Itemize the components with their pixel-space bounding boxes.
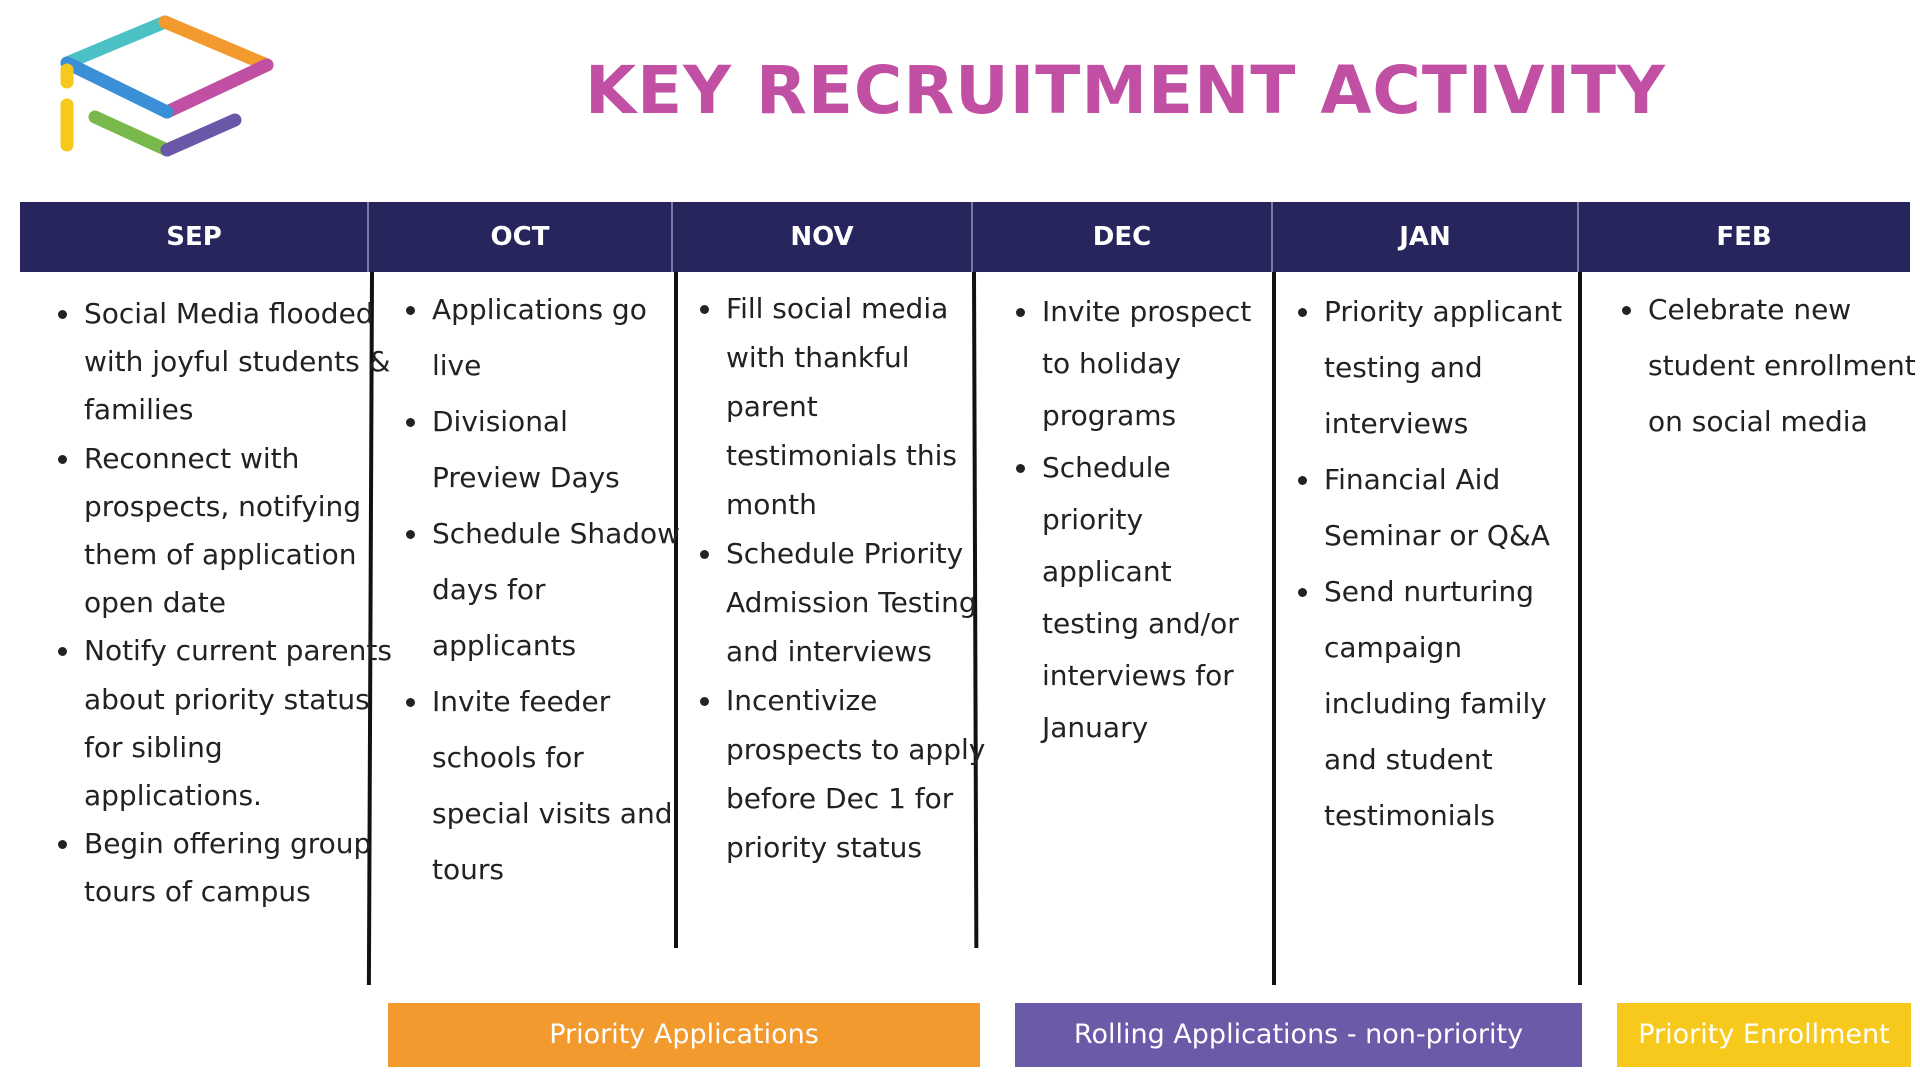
column-divider [1272,272,1276,985]
header-separator [971,202,973,272]
list-item: • Incentivize prospects to apply before Dec 1 for priority status [724,676,986,872]
month-header-sep: SEP [166,222,222,252]
month-column-sep [58,290,392,917]
month-column-jan [1298,284,1594,844]
priority-enrollment-band: Priority Enrollment [1617,1003,1911,1067]
list-item: • Social Media flooded with joyful students & families [82,290,392,435]
month-header-jan: JAN [1399,222,1451,252]
list-item: • Celebrate new student enrollment on social media [1646,282,1920,450]
header-separator [1271,202,1273,272]
list-item: • Applications go live [430,282,685,394]
month-header-dec: DEC [1092,222,1152,252]
list-item: • Notify current parents about priority status for sibling applications. [82,627,392,820]
rolling-applications-band: Rolling Applications - non-priority [1015,1003,1582,1067]
header-separator [671,202,673,272]
list-item: • Divisional Preview Days [430,394,685,506]
priority-applications-band: Priority Applications [388,1003,980,1067]
list-item: • Invite feeder schools for special visits and tours [430,674,685,898]
graduation-cap-logo-icon [55,10,285,160]
list-item: • Invite prospect to holiday programs [1040,286,1270,442]
page-title: KEY RECRUITMENT ACTIVITY [585,52,1666,129]
list-item: • Priority applicant testing and interviews [1322,284,1594,452]
list-item: • Schedule priority applicant testing and/or interviews for January [1040,442,1270,754]
month-header-feb: FEB [1716,222,1772,252]
list-item: • Fill social media with thankful parent testimonials this month [724,284,986,529]
month-column-nov [700,284,986,872]
month-column-feb [1622,282,1920,450]
header-separator [1577,202,1579,272]
month-column-dec [1016,286,1270,754]
list-item: • Begin offering group tours of campus [82,820,392,916]
list-item: • Send nurturing campaign including family and student testimonials [1322,564,1594,844]
month-header-oct: OCT [490,222,550,252]
list-item: • Financial Aid Seminar or Q&A [1322,452,1594,564]
month-column-oct [406,282,685,898]
header-separator [367,202,369,272]
list-item: • Reconnect with prospects, notifying them of application open date [82,435,392,628]
month-header-nov: NOV [790,222,854,252]
list-item: • Schedule Shadow days for applicants [430,506,685,674]
list-item: • Schedule Priority Admission Testing and interviews [724,529,986,676]
